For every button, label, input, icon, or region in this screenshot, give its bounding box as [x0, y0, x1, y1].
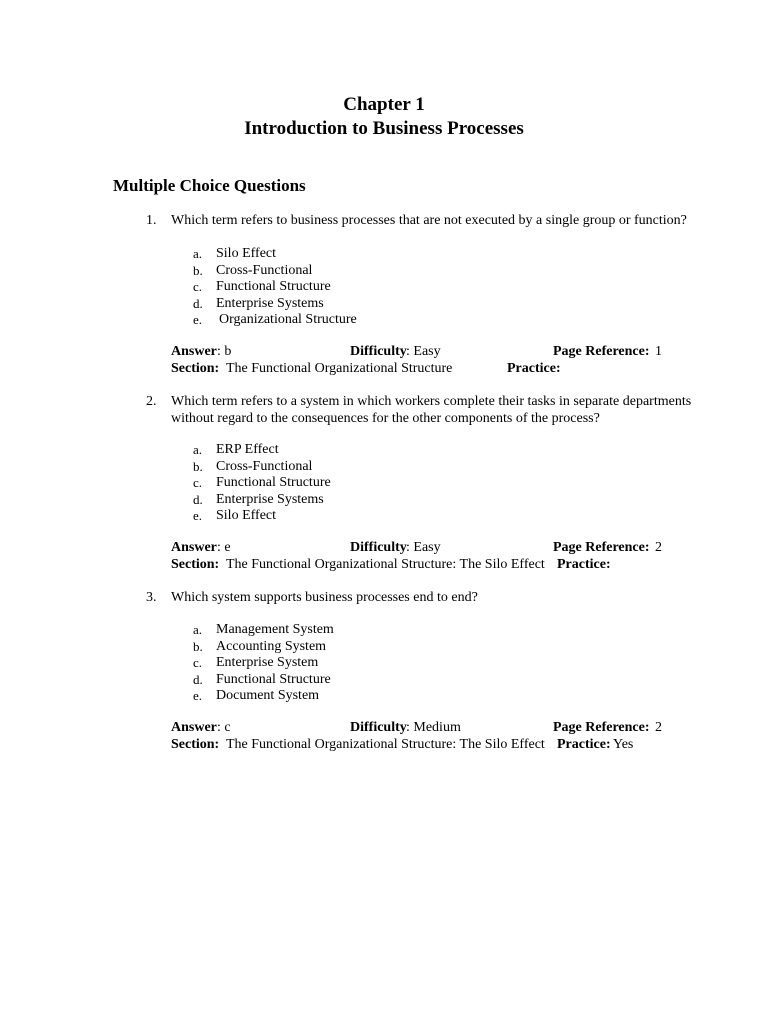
- question-text-line-2: without regard to the consequences for the other components of the process?: [171, 410, 600, 426]
- section-meta-row: [0, 737, 768, 754]
- option-letter: d.: [193, 491, 203, 507]
- answer-value: : e: [217, 540, 231, 555]
- option-text: Functional Structure: [216, 671, 331, 687]
- chapter-number: Chapter 1: [343, 94, 425, 115]
- option-letter: d.: [193, 671, 203, 687]
- answer-value: : c: [217, 720, 231, 735]
- option-letter: c.: [193, 475, 203, 490]
- answer-meta-row: [0, 344, 768, 361]
- question-text: Which term refers to business processes that are not executed by a single group or function?: [171, 213, 687, 228]
- practice-label: Practice:: [557, 557, 611, 572]
- section-label: Section:: [171, 557, 220, 572]
- section-value: The Functional Organizational Structure: [226, 361, 453, 376]
- page-reference-label: Page Reference:: [553, 720, 650, 735]
- answer-options: [0, 622, 768, 705]
- difficulty-value: : Medium: [406, 720, 461, 735]
- option-e: [0, 688, 768, 705]
- answer-options: [0, 442, 768, 525]
- practice-label: Practice:: [557, 737, 611, 752]
- option-a: [0, 246, 768, 263]
- difficulty-label: Difficulty: [350, 344, 407, 359]
- section-label: Section:: [171, 361, 220, 376]
- question-number: 1.: [146, 213, 157, 228]
- option-text: Functional Structure: [216, 475, 331, 490]
- option-text: Enterprise Systems: [216, 491, 324, 507]
- option-b: [0, 459, 768, 476]
- section-meta-row: [0, 557, 768, 574]
- option-text: Enterprise Systems: [216, 295, 324, 311]
- section-heading: Multiple Choice Questions: [113, 176, 306, 195]
- option-letter: e.: [193, 508, 203, 523]
- option-e: [0, 508, 768, 525]
- answer-label: Answer: [171, 540, 217, 555]
- option-letter: d.: [193, 295, 203, 311]
- option-text: Document System: [216, 688, 320, 703]
- option-e: [0, 312, 768, 329]
- option-d: [0, 492, 768, 509]
- option-letter: e.: [193, 312, 203, 327]
- option-letter: c.: [193, 655, 203, 670]
- option-letter: a.: [193, 442, 203, 457]
- practice-value: Yes: [613, 737, 634, 752]
- option-text: Cross-Functional: [216, 262, 313, 278]
- difficulty-label: Difficulty: [350, 720, 407, 735]
- option-text: Silo Effect: [216, 246, 277, 261]
- option-text: Functional Structure: [216, 279, 331, 294]
- difficulty-label: Difficulty: [350, 540, 407, 555]
- section-label: Section:: [171, 737, 220, 752]
- page-reference-value: 2: [655, 540, 662, 555]
- option-letter: c.: [193, 279, 203, 294]
- option-letter: b.: [193, 262, 203, 278]
- option-text: Cross-Functional: [216, 458, 313, 474]
- section-value: The Functional Organizational Structure: The Silo Effect: [226, 737, 545, 752]
- option-a: [0, 622, 768, 639]
- answer-meta-row: [0, 720, 768, 737]
- option-c: [0, 279, 768, 296]
- option-letter: b.: [193, 458, 203, 474]
- question-number: 3.: [146, 590, 157, 605]
- option-text: Organizational Structure: [219, 312, 357, 327]
- option-letter: e.: [193, 688, 203, 703]
- option-text: ERP Effect: [216, 442, 279, 457]
- option-d: [0, 672, 768, 689]
- section-meta-row: [0, 361, 768, 378]
- option-text: Accounting System: [216, 638, 327, 654]
- option-text: Management System: [216, 622, 334, 637]
- option-letter: a.: [193, 622, 203, 637]
- practice-label: Practice:: [507, 361, 561, 376]
- option-c: [0, 475, 768, 492]
- option-letter: b.: [193, 638, 203, 654]
- page-reference-value: 1: [655, 344, 662, 359]
- answer-label: Answer: [171, 344, 217, 359]
- difficulty-value: : Easy: [406, 344, 441, 359]
- option-d: [0, 296, 768, 313]
- option-text: Silo Effect: [216, 508, 277, 523]
- option-b: [0, 639, 768, 656]
- chapter-title: Introduction to Business Processes: [244, 118, 524, 139]
- question-number: 2.: [146, 394, 157, 409]
- option-text: Enterprise System: [216, 655, 319, 670]
- page-reference-label: Page Reference:: [553, 344, 650, 359]
- answer-options: [0, 246, 768, 329]
- question-text-line-1: Which term refers to a system in which workers complete their tasks in separate departments: [171, 394, 692, 409]
- option-c: [0, 655, 768, 672]
- section-value: The Functional Organizational Structure: The Silo Effect: [226, 557, 545, 572]
- difficulty-value: : Easy: [406, 540, 441, 555]
- option-b: [0, 263, 768, 280]
- option-letter: a.: [193, 246, 203, 261]
- page-reference-label: Page Reference:: [553, 540, 650, 555]
- question-text: Which system supports business processes end to end?: [171, 590, 478, 605]
- answer-meta-row: [0, 540, 768, 557]
- page-reference-value: 2: [655, 720, 662, 735]
- answer-label: Answer: [171, 720, 217, 735]
- answer-value: : b: [217, 344, 232, 359]
- option-a: [0, 442, 768, 459]
